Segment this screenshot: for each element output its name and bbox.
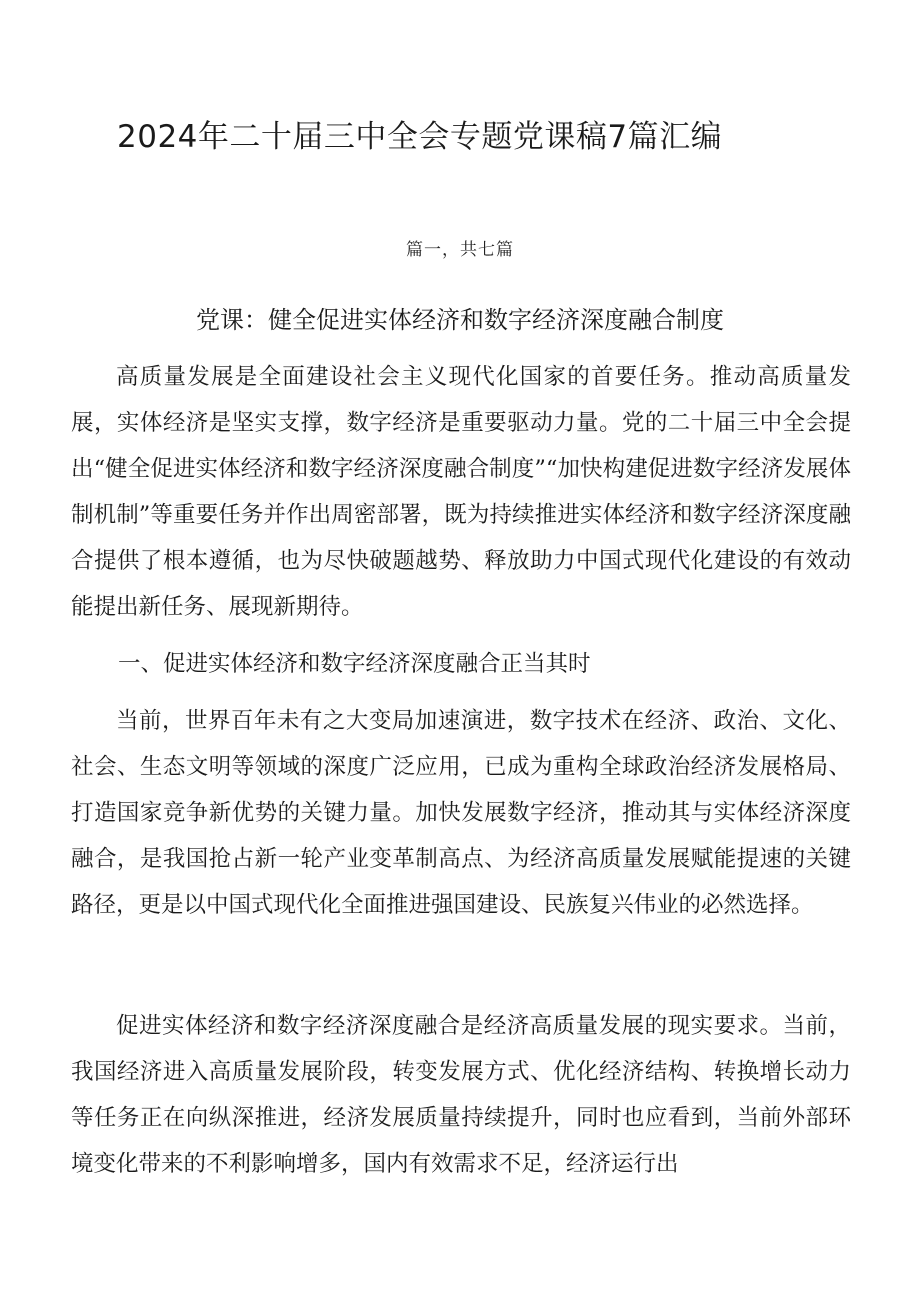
- section-label: 篇一，共七篇: [406, 240, 514, 260]
- body-paragraph: 当前，世界百年未有之大变局加速演进，数字技术在经济、政治、文化、社会、生态文明等领域的深度广泛应用，已成为重构全球政治经济发展格局、打造国家竞争新优势的关键力量。加快发展数字经济，推动其与实体经济深度融合，是我国抢占新一轮产业变革制高点、为经济高质量发展赋能提速的关键路径，更是以中国式现代化全面推进强国建设、民族复兴伟业的必然选择。: [71, 708, 851, 918]
- document-title: 2024年二十届三中全会专题党课稿7篇汇编: [117, 119, 723, 155]
- lesson-title: 党课：健全促进实体经济和数字经济深度融合制度: [196, 306, 724, 334]
- intro-paragraph: 高质量发展是全面建设社会主义现代化国家的首要任务。推动高质量发展，实体经济是坚实支撑，数字经济是重要驱动力量。党的二十届三中全会提出“健全促进实体经济和数字经济深度融合制度”“加快构建促进数字经济发展体制机制”等重要任务并作出周密部署，既为持续推进实体经济和数字经济深度融合提供了根本遵循，也为尽快破题越势、释放助力中国式现代化建设的有效动能提出新任务、展现新期待。: [71, 364, 851, 620]
- body-paragraph: 促进实体经济和数字经济深度融合是经济高质量发展的现实要求。当前，我国经济进入高质量发展阶段，转变发展方式、优化经济结构、转换增长动力等任务正在向纵深推进，经济发展质量持续提升，同时也应看到，当前外部环境变化带来的不利影响增多，国内有效需求不足，经济运行出: [71, 1013, 851, 1177]
- section-heading: 一、促进实体经济和数字经济深度融合正当其时: [118, 651, 591, 677]
